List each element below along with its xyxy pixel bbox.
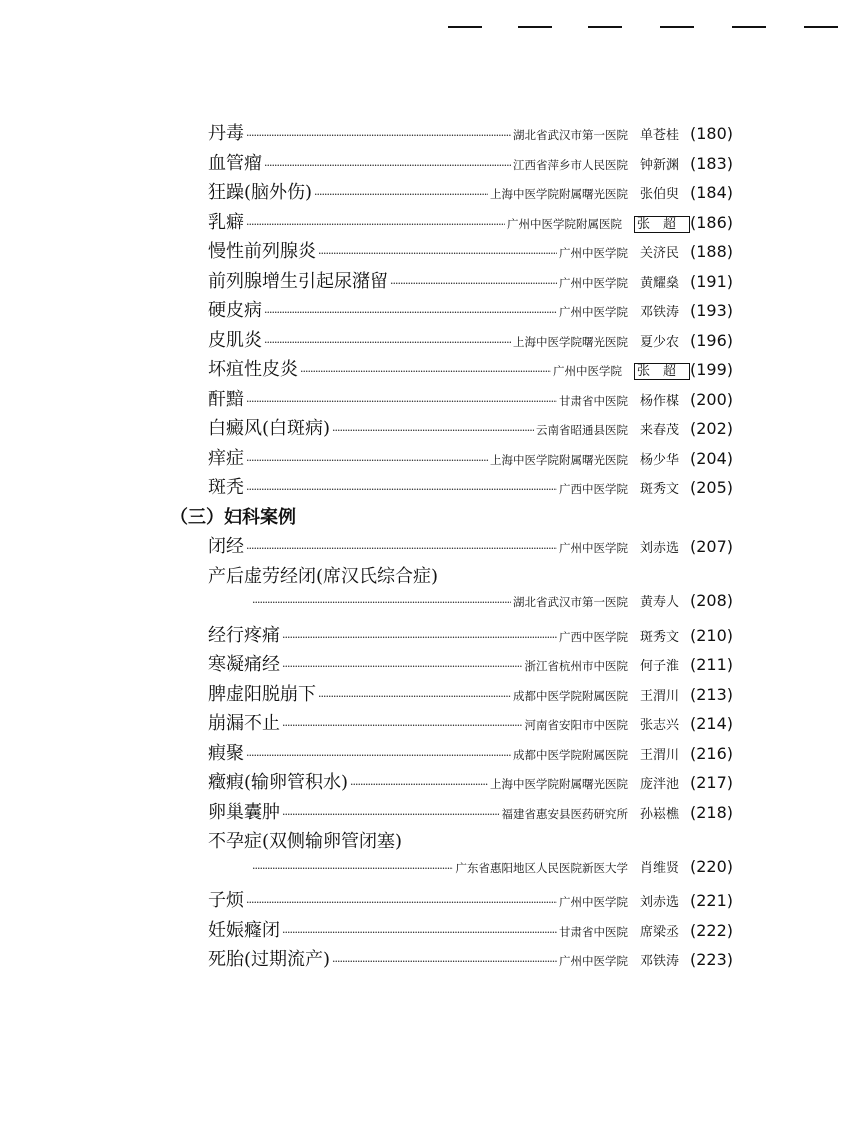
- entry-author: 王渭川: [639, 747, 679, 763]
- entry-institution: 广州中医学院附属医院: [506, 216, 622, 231]
- header-rule-1: [448, 26, 482, 28]
- entry-page: (184): [689, 183, 733, 202]
- toc-entry[interactable]: [208, 237, 733, 267]
- dot-leader: [246, 129, 511, 142]
- section-heading-text: （三）妇科案例: [170, 506, 296, 528]
- entry-institution: 上海中医学院曙光医院: [512, 334, 628, 349]
- toc-entry[interactable]: [208, 149, 733, 179]
- entry-institution: 湖北省武汉市第一医院: [512, 595, 628, 609]
- entry-page: (196): [689, 330, 733, 350]
- entry-page: (222): [689, 920, 733, 940]
- entry-title: 狂躁(脑外伤): [208, 182, 313, 203]
- dot-leader: [318, 247, 557, 260]
- entry-title: 酐黯: [208, 388, 244, 410]
- entry-institution: 广州中医学院: [558, 275, 628, 290]
- dot-leader: [318, 690, 511, 703]
- entry-title: 卵巢囊肿: [208, 801, 280, 823]
- dot-leader: [332, 955, 557, 968]
- entry-institution: 广州中医学院: [558, 895, 628, 909]
- toc-entry[interactable]: [208, 119, 733, 149]
- entry-institution: 广西中医学院: [558, 629, 628, 644]
- table-of-contents: [170, 119, 733, 975]
- entry-page: (217): [689, 773, 733, 792]
- entry-institution: 甘肃省中医院: [558, 924, 628, 939]
- dot-leader: [282, 631, 557, 644]
- entry-page: (214): [689, 714, 733, 733]
- toc-group-gynecology-2: [208, 621, 733, 828]
- entry-author: 夏少农: [639, 334, 679, 350]
- toc-entry[interactable]: [208, 709, 733, 739]
- entry-title: 瘕聚: [208, 742, 244, 764]
- dot-leader: [246, 395, 557, 408]
- entry-institution: 成都中医学院附属医院: [512, 688, 628, 703]
- toc-entry[interactable]: [208, 650, 733, 680]
- entry-page: (207): [689, 537, 733, 556]
- dot-leader: [314, 188, 488, 201]
- entry-author: 单苍桂: [639, 128, 679, 143]
- dot-leader: [264, 306, 557, 319]
- header-rule-2: [518, 26, 552, 28]
- toc-group-gynecology-3: [208, 886, 733, 975]
- entry-author: 黄寿人: [639, 595, 679, 610]
- entry-author: 刘赤选: [639, 541, 679, 556]
- dot-leader: [282, 719, 522, 732]
- dot-leader: [390, 277, 557, 290]
- entry-page: (186): [689, 212, 733, 232]
- entry-institution: 湖北省武汉市第一医院: [512, 128, 628, 142]
- entry-title: 子烦: [208, 890, 244, 911]
- entry-institution: 广州中医学院: [558, 954, 628, 968]
- entry-author: 张志兴: [639, 718, 679, 733]
- entry-author: 孙崧樵: [639, 806, 679, 822]
- entry-title: 斑秃: [208, 477, 244, 498]
- toc-entry[interactable]: [208, 267, 733, 297]
- header-rule-4: [660, 26, 694, 28]
- entry-title: 血管瘤: [208, 152, 262, 174]
- entry-page: (204): [689, 448, 733, 468]
- toc-entry-long-title[interactable]: [208, 827, 733, 857]
- toc-entry[interactable]: [208, 473, 733, 503]
- entry-page: (199): [689, 360, 733, 379]
- toc-entry[interactable]: [208, 355, 733, 385]
- entry-page: (218): [689, 802, 733, 822]
- dot-leader: [300, 365, 551, 378]
- toc-entry-long-detail[interactable]: [208, 857, 733, 887]
- entry-page: (200): [689, 389, 733, 409]
- dot-leader: [246, 483, 557, 496]
- toc-entry[interactable]: [208, 680, 733, 710]
- entry-institution: 广州中医学院: [558, 305, 628, 319]
- entry-title: 坏疽性皮炎: [208, 359, 298, 380]
- entry-institution: 成都中医学院附属医院: [512, 747, 628, 762]
- header-rule-5: [732, 26, 766, 28]
- dot-leader: [246, 749, 511, 762]
- entry-page: (216): [689, 743, 733, 763]
- entry-author: 王渭川: [639, 688, 679, 704]
- entry-institution: 广州中医学院: [552, 364, 622, 378]
- toc-entry[interactable]: [208, 178, 733, 208]
- toc-entry[interactable]: [208, 768, 733, 798]
- dot-leader: [252, 596, 511, 609]
- toc-entry[interactable]: [208, 739, 733, 769]
- dot-leader: [246, 218, 505, 231]
- entry-page: (191): [689, 271, 733, 291]
- dot-leader: [282, 808, 499, 821]
- toc-entry[interactable]: [208, 945, 733, 975]
- entry-author: 杨少华: [639, 452, 679, 468]
- header-rule-6: [804, 26, 838, 28]
- entry-title: 寒凝痛经: [208, 654, 280, 675]
- entry-institution: 浙江省杭州市中医院: [524, 659, 628, 673]
- toc-entry-long-title[interactable]: [208, 562, 733, 592]
- entry-author: 肖维贤: [639, 860, 679, 876]
- entry-author: 张 超: [634, 216, 690, 233]
- entry-page: (202): [689, 419, 733, 438]
- entry-title: 死胎(过期流产): [208, 949, 331, 970]
- entry-institution: 广东省惠阳地区人民医院新医大学: [455, 860, 628, 875]
- entry-title: 癥瘕(输卵管积水): [208, 772, 349, 793]
- toc-entry[interactable]: [208, 326, 733, 356]
- entry-page: (220): [689, 856, 733, 876]
- entry-title: 白癜风(白斑病): [208, 418, 331, 439]
- toc-entry[interactable]: [208, 886, 733, 916]
- entry-institution: 广州中医学院: [558, 541, 628, 555]
- entry-page: (210): [689, 625, 733, 645]
- entry-title: 闭经: [208, 536, 244, 557]
- entry-title: 乳癖: [208, 211, 244, 233]
- entry-title: 丹毒: [208, 123, 244, 144]
- entry-page: (211): [689, 655, 733, 674]
- entry-page: (213): [689, 684, 733, 704]
- entry-title: 皮肌炎: [208, 329, 262, 351]
- entry-author: 斑秀文: [639, 482, 679, 497]
- entry-author: 庞泮池: [639, 777, 679, 792]
- toc-group-gynecology-1: [208, 532, 733, 562]
- entry-author: 关济民: [639, 246, 679, 261]
- entry-institution: 江西省萍乡市人民医院: [512, 157, 628, 172]
- entry-author: 斑秀文: [639, 629, 679, 645]
- dot-leader: [350, 778, 488, 791]
- entry-institution: 上海中医学院附属曙光医院: [489, 187, 628, 201]
- entry-page: (223): [689, 950, 733, 969]
- entry-title: 脾虚阳脱崩下: [208, 683, 316, 705]
- entry-institution: 河南省安阳市中医院: [524, 718, 628, 732]
- entry-title: 崩漏不止: [208, 713, 280, 734]
- toc-entry[interactable]: [208, 414, 733, 444]
- entry-page: (208): [689, 591, 733, 610]
- dot-leader: [264, 159, 511, 172]
- entry-author: 来春茂: [639, 423, 679, 438]
- section-heading: [170, 503, 733, 533]
- entry-title: 产后虚劳经闭(席汉氏综合症): [208, 565, 439, 587]
- entry-institution: 上海中医学院附属曙光医院: [489, 777, 628, 791]
- entry-page: (193): [689, 301, 733, 320]
- entry-page: (205): [689, 478, 733, 497]
- entry-institution: 广西中医学院: [558, 482, 628, 496]
- entry-institution: 上海中医学院附属曙光医院: [489, 452, 628, 467]
- entry-title: 经行疼痛: [208, 624, 280, 646]
- entry-institution: 云南省昭通县医院: [535, 423, 628, 437]
- toc-entry[interactable]: [208, 296, 733, 326]
- entry-author: 席梁丞: [639, 924, 679, 940]
- entry-title: 妊娠癃闭: [208, 919, 280, 941]
- dot-leader: [246, 454, 488, 467]
- dot-leader: [282, 926, 557, 939]
- entry-title: 痒症: [208, 447, 244, 469]
- entry-page: (180): [689, 124, 733, 143]
- entry-author: 刘赤选: [639, 895, 679, 910]
- entry-author: 邓铁涛: [639, 954, 679, 969]
- entry-title: 硬皮病: [208, 300, 262, 321]
- toc-group-dermatology: [208, 119, 733, 503]
- dot-leader: [246, 896, 557, 909]
- header-rule-3: [588, 26, 622, 28]
- entry-author: 邓铁涛: [639, 305, 679, 320]
- entry-title: 前列腺增生引起尿潴留: [208, 270, 388, 292]
- entry-author: 杨作楳: [639, 393, 679, 409]
- entry-author: 张伯臾: [639, 187, 679, 202]
- entry-institution: 广州中医学院: [558, 246, 628, 260]
- entry-author: 钟新渊: [639, 157, 679, 173]
- entry-page: (221): [689, 891, 733, 910]
- dot-leader: [332, 424, 534, 437]
- toc-entry-long-detail[interactable]: [208, 591, 733, 621]
- entry-page: (183): [689, 153, 733, 173]
- entry-author: 张 超: [634, 363, 690, 380]
- toc-entry[interactable]: [208, 385, 733, 415]
- toc-entry[interactable]: [208, 208, 733, 238]
- dot-leader: [252, 862, 453, 875]
- dot-leader: [282, 660, 522, 673]
- dot-leader: [246, 542, 557, 555]
- toc-entry[interactable]: [208, 621, 733, 651]
- toc-entry[interactable]: [208, 916, 733, 946]
- entry-author: 黄耀燊: [639, 275, 679, 291]
- entry-page: (188): [689, 242, 733, 261]
- toc-entry[interactable]: [208, 444, 733, 474]
- entry-institution: 福建省惠安县医药研究所: [501, 806, 628, 821]
- entry-title: 慢性前列腺炎: [208, 241, 316, 262]
- toc-entry[interactable]: [208, 532, 733, 562]
- dot-leader: [264, 336, 511, 349]
- entry-author: 何子淮: [639, 659, 679, 674]
- entry-institution: 甘肃省中医院: [558, 393, 628, 408]
- toc-entry[interactable]: [208, 798, 733, 828]
- entry-title: 不孕症(双侧输卵管闭塞): [208, 831, 403, 852]
